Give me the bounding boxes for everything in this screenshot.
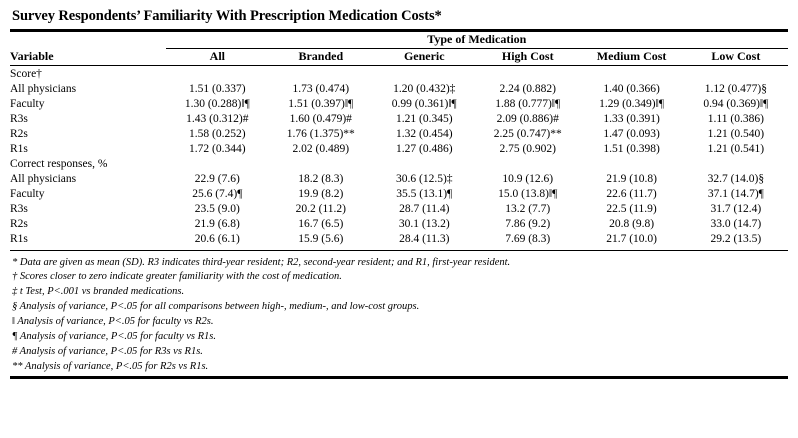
table-row [10, 201, 788, 216]
table-row [10, 186, 788, 201]
cell-medium-cost: 1.33 (0.391) [603, 112, 660, 125]
cell-all: 25.6 (7.4)¶ [192, 187, 243, 200]
row-label: R2s [10, 217, 28, 230]
section-spacer [166, 156, 269, 171]
column-header-all: All [209, 49, 225, 63]
bottom-rule [10, 376, 788, 379]
table-row [10, 111, 788, 126]
cell-branded: 16.7 (6.5) [298, 217, 344, 230]
cell-low-cost: 33.0 (14.7) [710, 217, 762, 230]
cell-high-cost: 7.69 (8.3) [505, 232, 551, 245]
cell-medium-cost: 22.5 (11.9) [606, 202, 657, 215]
cell-low-cost: 37.1 (14.7)¶ [707, 187, 764, 200]
cell-high-cost: 2.09 (0.886)# [496, 112, 559, 125]
cell-high-cost: 7.86 (9.2) [505, 217, 551, 230]
footnote-item: ¶ Analysis of variance, P<.05 for faculty vs R1s. [12, 330, 216, 342]
cell-medium-cost: 21.7 (10.0) [606, 232, 657, 245]
data-table [10, 32, 788, 246]
cell-low-cost: 1.21 (0.540) [707, 127, 765, 140]
column-header-branded: Branded [298, 49, 344, 63]
cell-high-cost: 2.75 (0.902) [499, 142, 556, 155]
cell-generic: 1.20 (0.432)‡ [393, 82, 456, 95]
section-spacer [579, 66, 683, 82]
cell-all: 22.9 (7.6) [194, 172, 240, 185]
cell-branded: 1.73 (0.474) [292, 82, 350, 95]
cell-branded: 1.60 (0.479)# [289, 112, 352, 125]
cell-medium-cost: 1.47 (0.093) [603, 127, 660, 140]
table-row [10, 141, 788, 156]
footnote-item: * Data are given as mean (SD). R3 indicates third-year resident; R2, second-year resident; and R1, first-year resident. [12, 256, 511, 268]
section-header-row [10, 66, 788, 82]
cell-all: 1.30 (0.288)‖¶ [184, 97, 250, 110]
footnote-item: ** Analysis of variance, P<.05 for R2s vs R1s. [12, 360, 209, 372]
row-label: R1s [10, 142, 28, 155]
cell-all: 1.51 (0.337) [189, 82, 246, 95]
cell-medium-cost: 21.9 (10.8) [606, 172, 657, 185]
row-label: R1s [10, 232, 28, 245]
column-header-low-cost: Low Cost [711, 49, 761, 63]
section-spacer [579, 156, 683, 171]
row-label: Faculty [10, 187, 45, 200]
cell-generic: 1.27 (0.486) [395, 142, 453, 155]
row-label: R3s [10, 202, 28, 215]
cell-generic: 28.4 (11.3) [399, 232, 450, 245]
cell-branded: 1.51 (0.397)‖¶ [288, 97, 354, 110]
cell-low-cost: 1.12 (0.477)§ [704, 82, 767, 95]
cell-low-cost: 31.7 (12.4) [710, 202, 762, 215]
cell-high-cost: 1.88 (0.777)‖¶ [495, 97, 561, 110]
cell-low-cost: 32.7 (14.0)§ [707, 172, 765, 185]
cell-high-cost: 10.9 (12.6) [502, 172, 554, 185]
table-row [10, 216, 788, 231]
column-header-medium-cost: Medium Cost [596, 49, 667, 63]
cell-branded: 1.76 (1.375)** [286, 127, 355, 140]
footnote-item: † Scores closer to zero indicate greater familiarity with the cost of medication. [12, 271, 342, 283]
page-title: Survey Respondents’ Familiarity With Prescription Medication Costs* [12, 8, 442, 24]
column-header-generic: Generic [403, 49, 445, 63]
cell-high-cost: 2.24 (0.882) [499, 82, 556, 95]
table-row [10, 171, 788, 186]
cell-all: 21.9 (6.8) [194, 217, 240, 230]
row-label: All physicians [10, 172, 77, 185]
section-label-score: Score† [10, 67, 42, 80]
cell-high-cost: 13.2 (7.7) [505, 202, 551, 215]
section-spacer [373, 66, 476, 82]
row-label: R2s [10, 127, 28, 140]
section-spacer [476, 156, 579, 171]
cell-generic: 35.5 (13.1)¶ [396, 187, 453, 200]
table-row [10, 231, 788, 246]
cell-all: 1.58 (0.252) [189, 127, 246, 140]
cell-medium-cost: 22.6 (11.7) [606, 187, 657, 200]
cell-all: 1.72 (0.344) [189, 142, 246, 155]
group-header-label: Type of Medication [427, 32, 527, 46]
section-label-correct-responses: Correct responses, % [10, 157, 108, 170]
cell-branded: 18.2 (8.3) [298, 172, 344, 185]
row-label: All physicians [10, 82, 77, 95]
cell-low-cost: 0.94 (0.369)‖¶ [703, 97, 769, 110]
section-spacer [166, 66, 269, 82]
cell-medium-cost: 1.40 (0.366) [603, 82, 660, 95]
cell-all: 23.5 (9.0) [194, 202, 240, 215]
section-spacer [476, 66, 579, 82]
cell-high-cost: 2.25 (0.747)** [493, 127, 562, 140]
cell-low-cost: 1.21 (0.541) [707, 142, 765, 155]
footnote-item: ‡ t Test, P<.001 vs branded medications. [12, 286, 185, 298]
cell-medium-cost: 1.29 (0.349)‖¶ [599, 97, 665, 110]
row-label: Faculty [10, 97, 45, 110]
section-spacer [373, 156, 476, 171]
column-header-variable: Variable [10, 49, 54, 63]
section-spacer [684, 156, 788, 171]
column-header-high-cost: High Cost [501, 49, 554, 63]
cell-generic: 1.32 (0.454) [395, 127, 453, 140]
column-header-row [10, 49, 788, 65]
cell-medium-cost: 20.8 (9.8) [609, 217, 655, 230]
group-header-row [10, 32, 788, 47]
cell-generic: 28.7 (11.4) [399, 202, 450, 215]
section-spacer [269, 156, 372, 171]
cell-branded: 20.2 (11.2) [295, 202, 346, 215]
cell-generic: 1.21 (0.345) [395, 112, 453, 125]
cell-high-cost: 15.0 (13.8)‖¶ [498, 187, 558, 200]
cell-all: 1.43 (0.312)# [186, 112, 249, 125]
cell-low-cost: 29.2 (13.5) [710, 232, 762, 245]
cell-branded: 2.02 (0.489) [292, 142, 350, 155]
cell-branded: 19.9 (8.2) [298, 187, 344, 200]
section-header-row [10, 156, 788, 171]
table-row [10, 96, 788, 111]
cell-low-cost: 1.11 (0.386) [707, 112, 764, 125]
footnote-item: ‖ Analysis of variance, P<.05 for faculty vs R2s. [12, 315, 214, 327]
group-header-spacer [10, 32, 166, 47]
table-row [10, 81, 788, 96]
section-spacer [269, 66, 372, 82]
row-label: R3s [10, 112, 28, 125]
cell-generic: 30.6 (12.5)‡ [395, 172, 453, 185]
footnote-item: § Analysis of variance, P<.05 for all comparisons between high-, medium-, and low-cost groups. [12, 301, 420, 313]
section-spacer [684, 66, 788, 82]
cell-branded: 15.9 (5.6) [298, 232, 344, 245]
footnote-item: # Analysis of variance, P<.05 for R3s vs R1s. [12, 345, 203, 357]
cell-medium-cost: 1.51 (0.398) [603, 142, 660, 155]
footnotes [10, 251, 788, 374]
cell-all: 20.6 (6.1) [194, 232, 240, 245]
cell-generic: 30.1 (13.2) [398, 217, 450, 230]
cell-generic: 0.99 (0.361)‖¶ [391, 97, 457, 110]
table-row [10, 126, 788, 141]
